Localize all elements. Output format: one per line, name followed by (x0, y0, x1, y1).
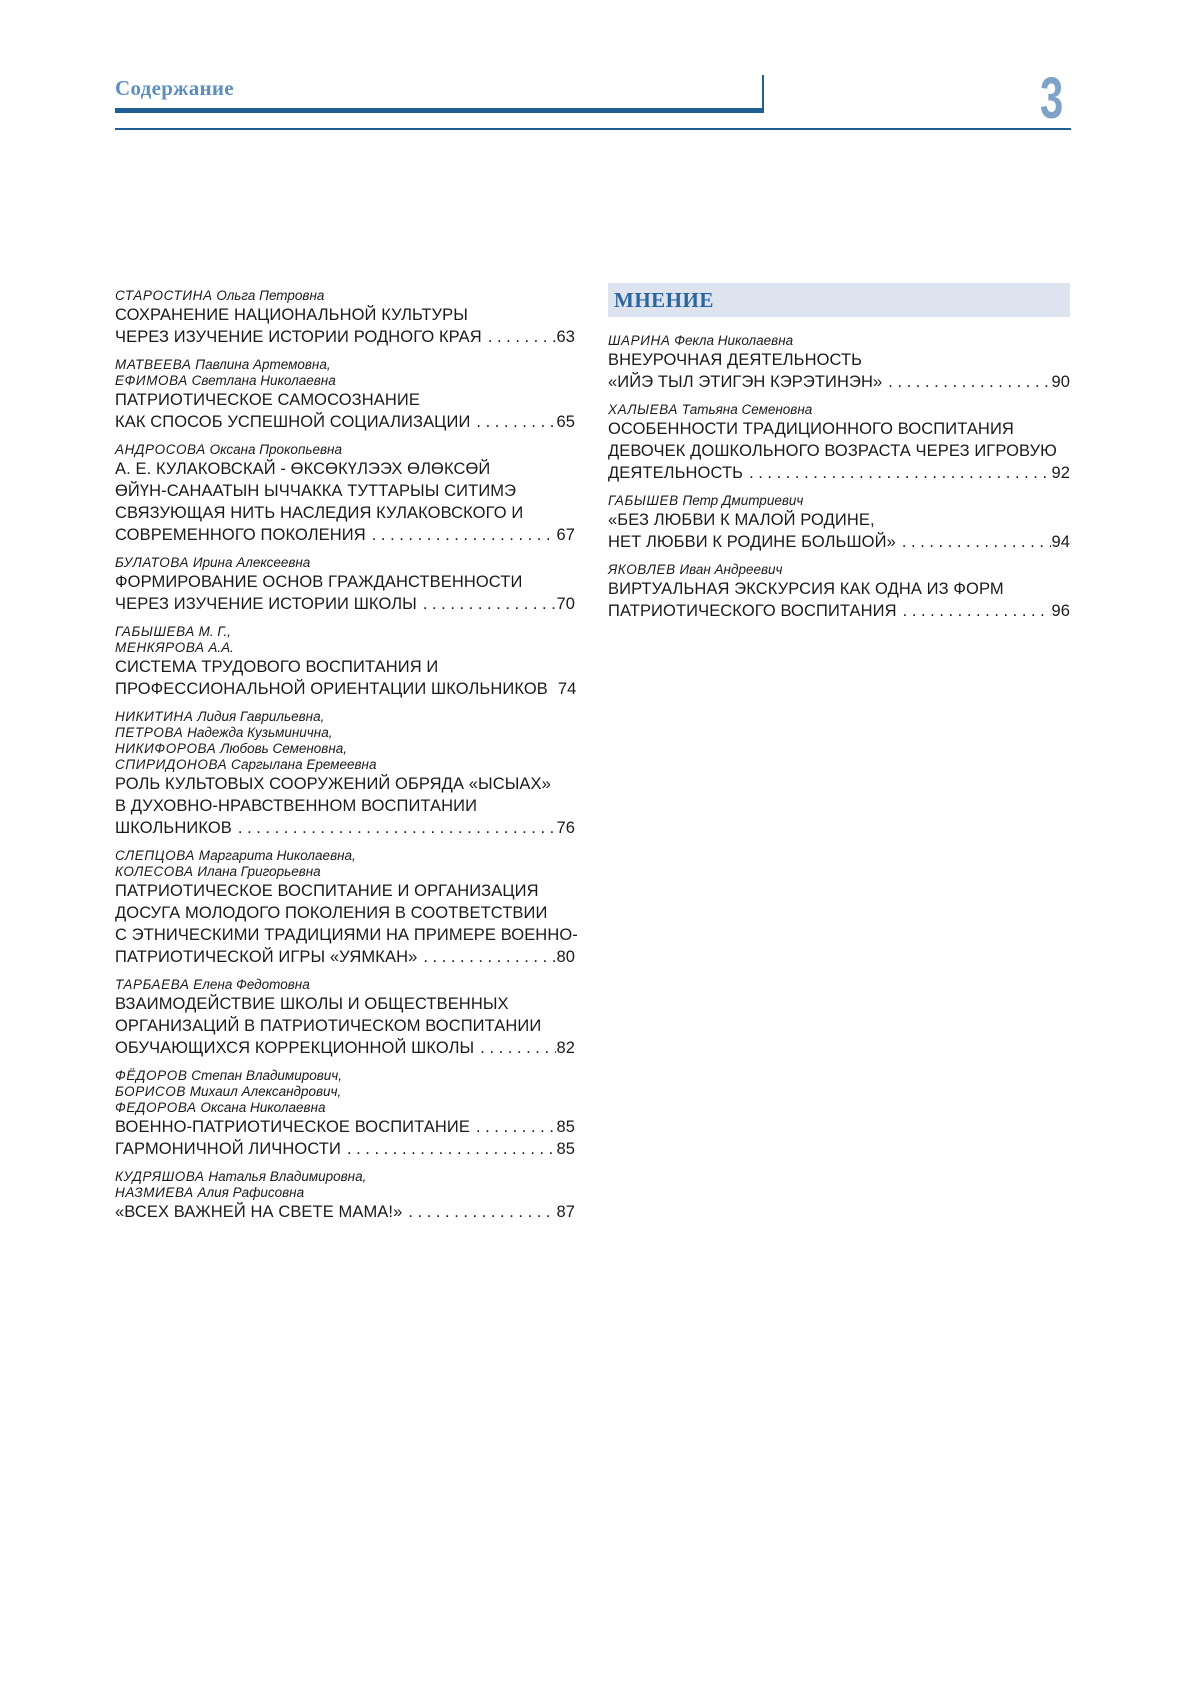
toc-title-line: СИСТЕМА ТРУДОВОГО ВОСПИТАНИЯ И (115, 658, 439, 676)
toc-title-line: ДЕВОЧЕК ДОШКОЛЬНОГО ВОЗРАСТА ЧЕРЕЗ ИГРОВУЮ (608, 442, 1057, 460)
toc-title (115, 389, 575, 433)
toc-author (115, 288, 575, 304)
toc-author (608, 333, 1070, 349)
author-name: Надежда Кузьминична, (187, 725, 333, 740)
toc-title (608, 578, 1070, 622)
author-surname: АНДРОСОВА (115, 442, 206, 457)
author-name: М. Г., (198, 624, 231, 639)
toc-authors (608, 493, 1070, 509)
toc-page-number: 76 (556, 819, 575, 837)
author-surname: СЛЕПЦОВА (115, 848, 196, 863)
toc-author (115, 725, 575, 741)
toc-entry[interactable] (115, 357, 575, 433)
toc-title-line: РОЛЬ КУЛЬТОВЫХ СООРУЖЕНИЙ ОБРЯДА «ЫСЫАХ» (115, 775, 551, 793)
toc-entry[interactable] (608, 562, 1070, 622)
toc-title-line (608, 600, 1070, 622)
toc-page-number: 80 (556, 948, 575, 966)
toc-title-line: ӨЙҮН-САНААТЫН ЫЧЧАККА ТУТТАРЫЫ СИТИМЭ (115, 482, 517, 500)
author-name: Павлина Артемовна, (195, 357, 331, 372)
author-surname: ФЁДОРОВ (115, 1068, 188, 1083)
author-name: Маргарита Николаевна, (198, 848, 356, 863)
toc-title (115, 304, 575, 348)
toc-title (115, 656, 575, 700)
author-surname: ЕФИМОВА (115, 373, 188, 388)
toc-title-line (115, 1201, 575, 1223)
toc-title-line (608, 371, 1070, 393)
toc-author (608, 493, 1070, 509)
toc-dot-leader (896, 531, 1052, 553)
toc-title-line (115, 678, 575, 700)
author-surname: КУДРЯШОВА (115, 1169, 205, 1184)
toc-dot-leader (897, 600, 1052, 622)
toc-entry[interactable] (115, 977, 575, 1059)
author-name: Татьяна Семеновна (681, 402, 813, 417)
toc-authors (115, 288, 575, 304)
toc-title-text: ВОЕННО-ПАТРИОТИЧЕСКОЕ ВОСПИТАНИЕ (115, 1118, 470, 1136)
author-name: Михаил Александрович, (189, 1084, 342, 1099)
toc-title-text: «ВСЕХ ВАЖНЕЙ НА СВЕТЕ МАМА!» (115, 1203, 403, 1221)
toc-page-number: 85 (556, 1118, 575, 1136)
toc-title (115, 571, 575, 615)
toc-authors (115, 1068, 575, 1116)
toc-title-line (115, 1116, 575, 1138)
toc-title-text: СОВРЕМЕННОГО ПОКОЛЕНИЯ (115, 526, 366, 544)
toc-title-line: ОСОБЕННОСТИ ТРАДИЦИОННОГО ВОСПИТАНИЯ (608, 420, 1014, 438)
toc-title-line: ВЗАИМОДЕЙСТВИЕ ШКОЛЫ И ОБЩЕСТВЕННЫХ (115, 995, 509, 1013)
toc-title-line: ДОСУГА МОЛОДОГО ПОКОЛЕНИЯ В СООТВЕТСТВИИ (115, 904, 548, 922)
author-surname: ЯКОВЛЕВ (608, 562, 676, 577)
author-surname: ПЕТРОВА (115, 725, 184, 740)
toc-page-number: 63 (556, 328, 575, 346)
toc-dot-leader (366, 524, 557, 546)
toc-authors (115, 555, 575, 571)
toc-entry[interactable] (115, 555, 575, 615)
author-name: Алия Рафисовна (197, 1185, 305, 1200)
toc-title-text: ПРОФЕССИОНАЛЬНОЙ ОРИЕНТАЦИИ ШКОЛЬНИКОВ (115, 680, 548, 698)
toc-title-line (115, 1138, 575, 1160)
author-surname: ХАЛЫЕВА (608, 402, 678, 417)
toc-title-text: ПАТРИОТИЧЕСКОГО ВОСПИТАНИЯ (608, 602, 897, 620)
toc-entry[interactable] (115, 709, 575, 839)
toc-authors (608, 562, 1070, 578)
toc-author (115, 640, 575, 656)
toc-title-text: КАК СПОСОБ УСПЕШНОЙ СОЦИАЛИЗАЦИИ (115, 413, 471, 431)
toc-author (115, 624, 575, 640)
author-surname: ФЕДОРОВА (115, 1100, 197, 1115)
toc-author (115, 757, 575, 773)
toc-title-line (608, 531, 1070, 553)
section-heading: МНЕНИЕ (608, 283, 1070, 317)
toc-authors (608, 402, 1070, 418)
toc-dot-leader (470, 411, 556, 433)
toc-title-text: ЧЕРЕЗ ИЗУЧЕНИЕ ИСТОРИИ ШКОЛЫ (115, 595, 417, 613)
author-surname: ГАБЫШЕВ (608, 493, 679, 508)
toc-right-column (608, 283, 1070, 631)
toc-entry[interactable] (608, 402, 1070, 484)
header-rule-thick (115, 108, 763, 113)
author-name: Светлана Николаевна (191, 373, 336, 388)
author-name: Елена Федотовна (193, 977, 310, 992)
author-surname: КОЛЕСОВА (115, 864, 194, 879)
toc-title-line: ВИРТУАЛЬНАЯ ЭКСКУРСИЯ КАК ОДНА ИЗ ФОРМ (608, 580, 1004, 598)
toc-left-column (115, 288, 578, 1232)
toc-entry[interactable] (115, 848, 578, 968)
author-surname: СТАРОСТИНА (115, 288, 213, 303)
toc-page-number: 90 (1051, 373, 1070, 391)
author-surname: БУЛАТОВА (115, 555, 190, 570)
toc-author (115, 442, 575, 458)
toc-author (115, 848, 575, 864)
toc-entry[interactable] (608, 333, 1070, 393)
toc-title-text: ГАРМОНИЧНОЙ ЛИЧНОСТИ (115, 1140, 341, 1158)
toc-dot-leader (482, 326, 557, 348)
toc-authors (115, 624, 575, 656)
toc-dot-leader (417, 593, 557, 615)
toc-authors (115, 977, 575, 993)
toc-title (115, 458, 575, 546)
toc-dot-leader (417, 946, 556, 968)
toc-authors (115, 357, 575, 389)
toc-author (115, 1068, 575, 1084)
toc-page-number: 67 (556, 526, 575, 544)
author-name: Лидия Гаврильевна, (197, 709, 325, 724)
author-name: Наталья Владимировна, (208, 1169, 367, 1184)
header-rule-vertical (762, 75, 764, 113)
toc-author (115, 741, 575, 757)
author-surname: НИКИФОРОВА (115, 741, 217, 756)
toc-authors (115, 848, 575, 880)
toc-author (115, 1100, 575, 1116)
toc-title-line: ПАТРИОТИЧЕСКОЕ САМОСОЗНАНИЕ (115, 391, 420, 409)
toc-title-line: СВЯЗУЮЩАЯ НИТЬ НАСЛЕДИЯ КУЛАКОВСКОГО И (115, 504, 524, 522)
author-name: Илана Григорьевна (197, 864, 321, 879)
toc-page-number: 65 (556, 413, 575, 431)
toc-entry[interactable] (115, 1169, 575, 1223)
toc-title-line (115, 593, 575, 615)
toc-title-line (608, 462, 1070, 484)
toc-title-text: ДЕЯТЕЛЬНОСТЬ (608, 464, 744, 482)
toc-title-line: ВНЕУРОЧНАЯ ДЕЯТЕЛЬНОСТЬ (608, 351, 863, 369)
toc-title (115, 773, 575, 839)
toc-title (115, 1201, 575, 1223)
author-name: А.А. (208, 640, 234, 655)
toc-author (608, 402, 1070, 418)
toc-title (608, 349, 1070, 393)
toc-title-line (115, 1037, 575, 1059)
toc-authors (115, 442, 575, 458)
author-surname: ГАБЫШЕВА (115, 624, 195, 639)
toc-title-text: ОБУЧАЮЩИХСЯ КОРРЕКЦИОННОЙ ШКОЛЫ (115, 1039, 475, 1057)
author-surname: НИКИТИНА (115, 709, 194, 724)
toc-title-line: ОРГАНИЗАЦИЙ В ПАТРИОТИЧЕСКОМ ВОСПИТАНИИ (115, 1017, 542, 1035)
toc-title-line (115, 411, 575, 433)
author-name: Любовь Семеновна, (220, 741, 348, 756)
page-title: Содержание (115, 76, 234, 100)
toc-entry[interactable] (115, 624, 575, 700)
author-surname: ШАРИНА (608, 333, 671, 348)
toc-title (608, 509, 1070, 553)
toc-title-text: НЕТ ЛЮБВИ К РОДИНЕ БОЛЬШОЙ» (608, 533, 896, 551)
toc-page-number: 96 (1051, 602, 1070, 620)
toc-entry[interactable] (115, 1068, 575, 1160)
author-name: Ольга Петровна (216, 288, 325, 303)
author-surname: ТАРБАЕВА (115, 977, 190, 992)
page-number: 3 (1040, 66, 1064, 131)
author-name: Ирина Алексеевна (192, 555, 311, 570)
toc-dot-leader (232, 817, 557, 839)
toc-authors (115, 709, 575, 773)
toc-title-text: ПАТРИОТИЧЕСКОЙ ИГРЫ «УЯМКАН» (115, 948, 418, 966)
toc-dot-leader (882, 371, 1051, 393)
toc-title (115, 993, 575, 1059)
author-name: Саргылана Еремеевна (231, 757, 377, 772)
toc-page-number: 82 (556, 1039, 575, 1057)
author-name: Оксана Прокопьевна (209, 442, 342, 457)
toc-title (115, 880, 578, 968)
toc-title-line: С ЭТНИЧЕСКИМИ ТРАДИЦИЯМИ НА ПРИМЕРЕ ВОЕННО- (115, 926, 578, 944)
toc-author (115, 709, 575, 725)
toc-author (115, 1185, 575, 1201)
toc-dot-leader (474, 1037, 556, 1059)
toc-dot-leader (402, 1201, 556, 1223)
author-surname: НАЗМИЕВА (115, 1185, 194, 1200)
toc-dot-leader (341, 1138, 556, 1160)
author-surname: МАТВЕЕВА (115, 357, 192, 372)
toc-title-line (115, 946, 575, 968)
author-surname: СПИРИДОНОВА (115, 757, 228, 772)
toc-title-text: «ИЙЭ ТЫЛ ЭТИГЭН КЭРЭТИНЭН» (608, 373, 883, 391)
toc-dot-leader (743, 462, 1051, 484)
toc-title-line (115, 524, 575, 546)
toc-entry[interactable] (608, 493, 1070, 553)
toc-title-line: А. Е. КУЛАКОВСКАЙ - ӨКСӨКҮЛЭЭХ ӨЛӨКСӨЙ (115, 460, 491, 478)
toc-author (115, 373, 575, 389)
toc-entry[interactable] (115, 288, 575, 348)
toc-dot-leader (470, 1116, 556, 1138)
toc-page-number: 85 (556, 1140, 575, 1158)
author-surname: МЕНКЯРОВА (115, 640, 205, 655)
toc-title-text: ШКОЛЬНИКОВ (115, 819, 232, 837)
toc-entry[interactable] (115, 442, 575, 546)
toc-author (115, 1169, 575, 1185)
author-name: Степан Владимирович, (191, 1068, 343, 1083)
toc-authors (608, 333, 1070, 349)
toc-title-line: ПАТРИОТИЧЕСКОЕ ВОСПИТАНИЕ И ОРГАНИЗАЦИЯ (115, 882, 539, 900)
toc-author (115, 864, 575, 880)
toc-author (115, 555, 575, 571)
author-name: Иван Андреевич (679, 562, 783, 577)
toc-title (608, 418, 1070, 484)
author-name: Фекла Николаевна (674, 333, 794, 348)
toc-title-text: ЧЕРЕЗ ИЗУЧЕНИЕ ИСТОРИИ РОДНОГО КРАЯ (115, 328, 482, 346)
author-name: Оксана Николаевна (200, 1100, 326, 1115)
toc-title (115, 1116, 575, 1160)
toc-title-line: В ДУХОВНО-НРАВСТВЕННОМ ВОСПИТАНИИ (115, 797, 478, 815)
toc-page-number: 70 (556, 595, 575, 613)
toc-author (115, 977, 575, 993)
header-rule-thin (115, 128, 1071, 130)
toc-authors (115, 1169, 575, 1201)
toc-title-line: «БЕЗ ЛЮБВИ К МАЛОЙ РОДИНЕ, (608, 511, 875, 529)
toc-page-number: 87 (556, 1203, 575, 1221)
toc-author (115, 357, 575, 373)
toc-page-number: 94 (1051, 533, 1070, 551)
toc-title-line: ФОРМИРОВАНИЕ ОСНОВ ГРАЖДАНСТВЕННОСТИ (115, 573, 523, 591)
author-surname: БОРИСОВ (115, 1084, 186, 1099)
toc-page-number: 74 (557, 680, 577, 698)
toc-author (608, 562, 1070, 578)
toc-title-line (115, 326, 575, 348)
toc-title-line (115, 817, 575, 839)
section-entries (608, 333, 1070, 622)
toc-author (115, 1084, 575, 1100)
toc-page-number: 92 (1051, 464, 1070, 482)
toc-title-line: СОХРАНЕНИЕ НАЦИОНАЛЬНОЙ КУЛЬТУРЫ (115, 306, 468, 324)
author-name: Петр Дмитриевич (682, 493, 804, 508)
